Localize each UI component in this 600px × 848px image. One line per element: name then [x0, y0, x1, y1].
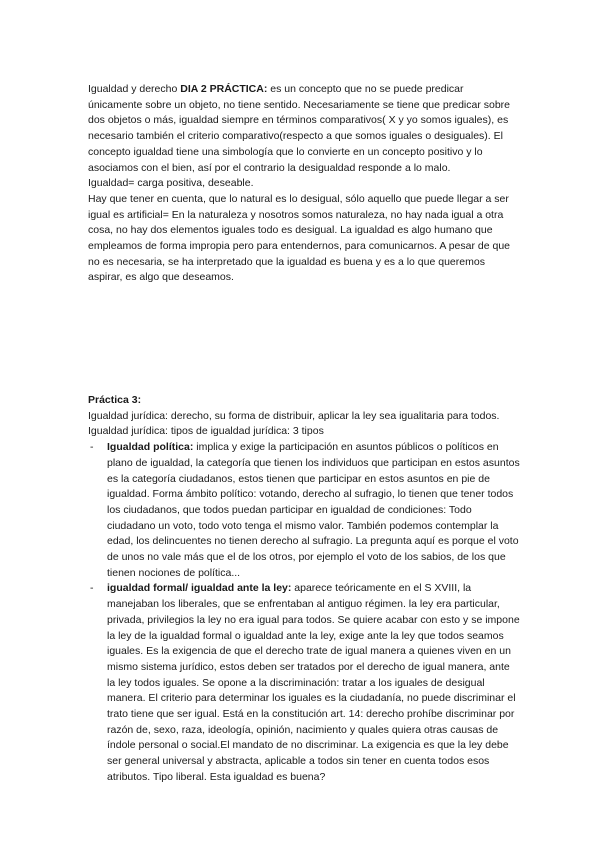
list-item-igualdad-politica — [88, 440, 520, 581]
practica-heading: Práctica 3: — [88, 394, 142, 406]
bullet-dash: - — [90, 582, 94, 595]
intro-paragraph — [88, 82, 520, 176]
intro-rest: es un concepto que no se puede predicar únicamente sobre un objeto, no tiene sentido. Necesariamente se tiene que predicar sobre dos objetos o más, igualdad siempre en términos comparativos( X y yo somos iguales), es necesario también el criterio comparativo(respecto a que somos iguales o desiguales). El concepto igualdad tiene una simbología que lo convierte en un concepto positivo y lo asociamos con el bien, así por el contrario la desigualdad responde a lo malo. — [88, 83, 511, 174]
day-label: DIA 2 PRÁCTICA: — [180, 83, 268, 95]
tipos-line: Igualdad jurídica: tipos de igualdad jurídica: 3 tipos — [88, 425, 324, 438]
tipos-list — [88, 440, 520, 785]
intro-lead: Igualdad y derecho — [88, 83, 181, 95]
bullet-dash: - — [90, 441, 94, 454]
definition-line: Igualdad= carga positiva, deseable. — [88, 177, 254, 190]
bullet-title: igualdad formal/ igualdad ante la ley: — [107, 582, 292, 595]
bullet-text: aparece teóricamente en el S XVIII, la manejaban los liberales, que se enfrentaban al antiguo régimen. la ley era particular, privada, privilegios la ley no era igual para todos. Se quiere acabar con esto y se impone la ley de la igualdad formal o igualdad ante la ley, exige ante la ley que todos seamos iguales. Es la exigencia de que el derecho trate de igual manera a quienes viven en un mismo sistema jurídico, estos deben ser tratados por el derecho de igual manera, ante la ley todos iguales. Se opone a la discriminación: tratar a los iguales de desigual manera. El criterio para determinar los iguales es la ciudadanía, no puede discriminar el trato tiene que ser igual. Está en la constitución art. 14: derecho prohíbe discriminar por razón de, sexo, raza, ideología, opinión, nacimiento y quales quiera otras causas de índole personal o social.El mandato de no discriminar. La exigencia es que la ley debe ser general universal y abstracta, aplicable a todos sin tener en cuenta todos esos atributos. Tipo liberal. Esta igualdad es buena? — [107, 582, 520, 783]
section-practica-3 — [88, 393, 520, 786]
bullet-title: Igualdad política: — [107, 441, 194, 454]
natural-vs-artificial-paragraph: Hay que tener en cuenta, que lo natural es lo desigual, sólo aquello que puede llegar a ser igual es artificial= En la naturaleza y nosotros somos naturaleza, no hay nada igual a otra cosa, no hay dos elementos iguales todo es desigual. La igualdad es algo humano que empleamos de forma impropia pero para entendernos, para comunicarnos. A pesar de que no es necesaria, se ha interpretado que la igualdad es buena y es a lo que queremos aspirar, es algo que deseamos. — [88, 192, 510, 284]
igualdad-juridica-line: Igualdad jurídica: derecho, su forma de distribuir, aplicar la ley sea igualitaria para todos. — [88, 409, 500, 422]
bullet-text: implica y exige la participación en asuntos públicos o políticos en plano de igualdad, la categoría que tienen los individuos que participan en estos asuntos es la categoría ciudadanos, estos tienen que participar en estos asuntos en pie de igualdad. Forma ámbito político: votando, derecho al sufragio, lo tienen que tener todos los ciudadanos, que todos puedan participar en igualdad de condiciones: Todo ciudadano un voto, todo voto tenga el mismo valor. También podemos contemplar la edad, los delincuentes no tienen derecho al sufragio. La pregunta aquí es porque el voto de unos no vale más que el de los otros, por ejemplo el voto de los sabios, de los que tienen nociones de política... — [107, 441, 520, 579]
section-igualdad-y-derecho — [88, 82, 520, 286]
list-item-igualdad-formal — [88, 581, 520, 785]
